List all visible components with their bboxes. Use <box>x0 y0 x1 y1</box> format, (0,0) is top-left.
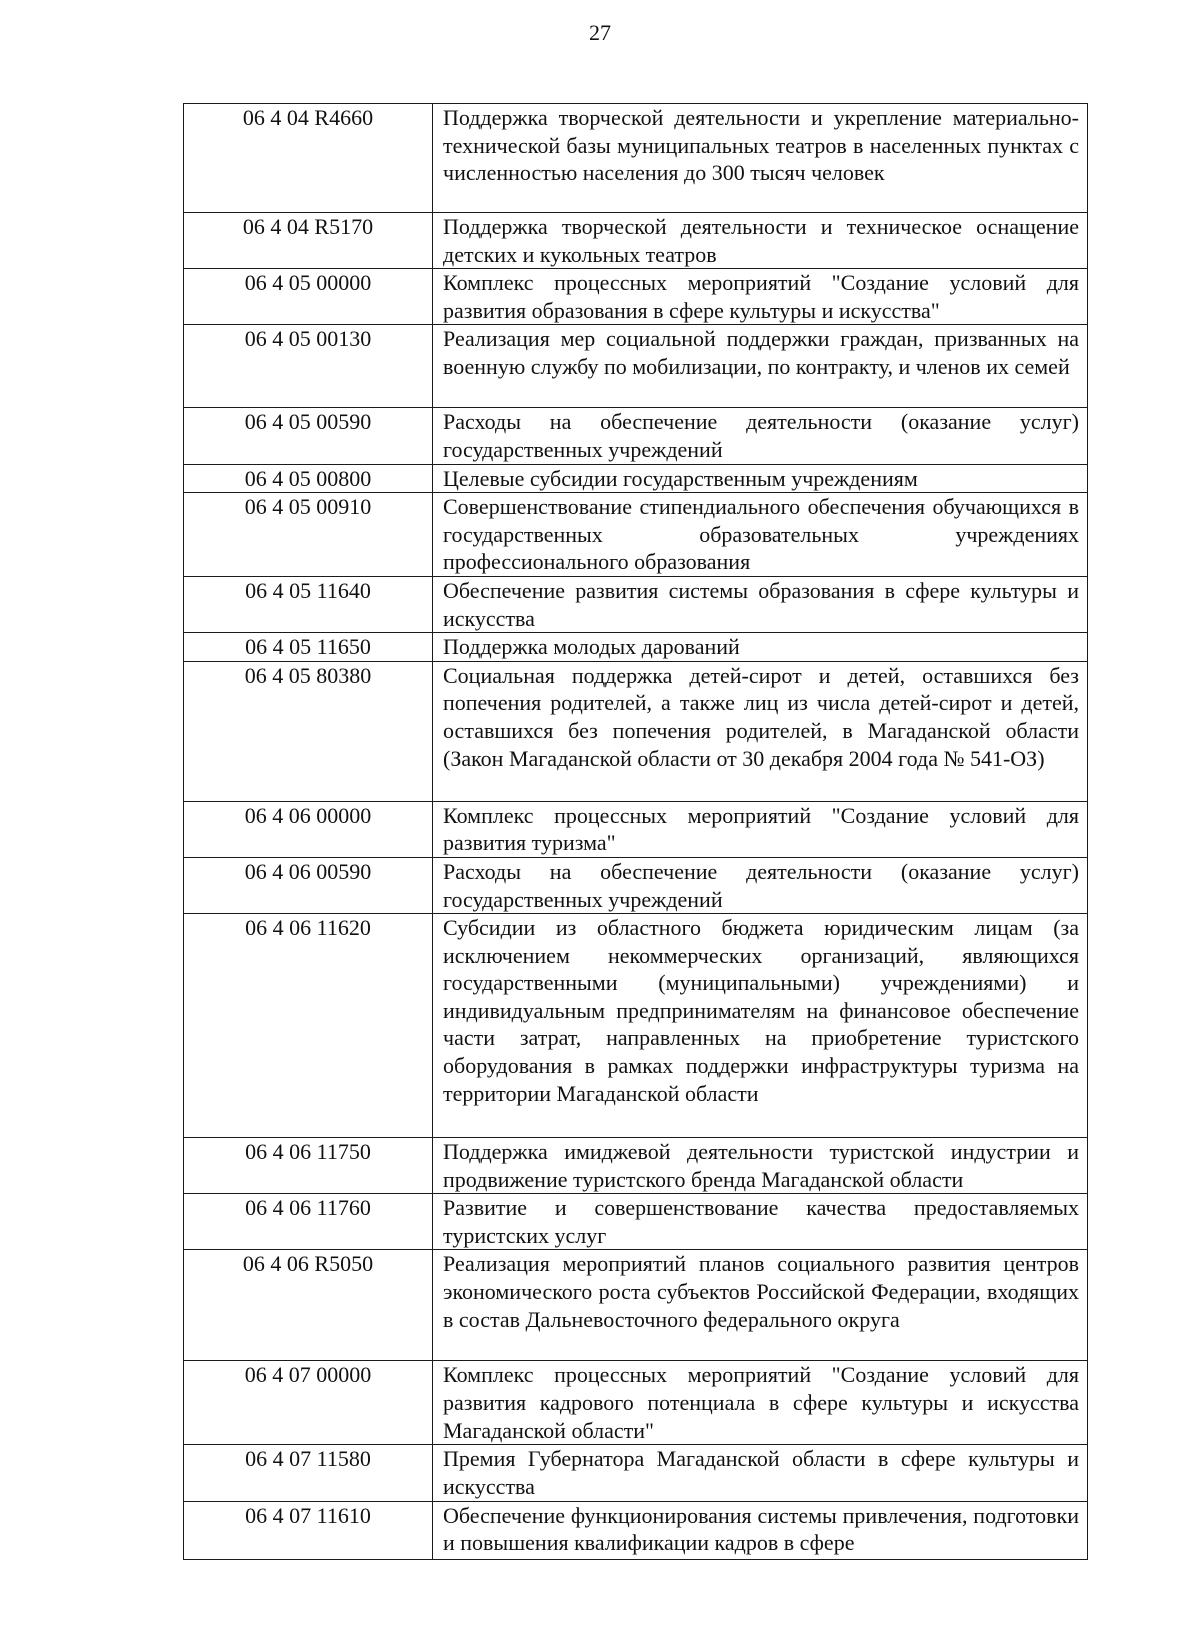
code-cell: 06 4 07 11610 <box>184 1501 433 1559</box>
table-row <box>184 857 1088 913</box>
code-cell: 06 4 05 00130 <box>184 325 433 408</box>
name-cell: Социальная поддержка детей-сирот и детей, оставшихся без попечения родителей, а также лиц из числа детей-сирот и детей, оставшихся без попечения родителей, в Магаданской области (Закон Магаданской области от 30 декабря 2004 года № 541-ОЗ) <box>433 661 1088 801</box>
table-row <box>184 1250 1088 1361</box>
name-cell: Поддержка творческой деятельности и техническое оснащение детских и кукольных театров <box>433 213 1088 269</box>
name-cell: Обеспечение функционирования системы привлечения, подготовки и повышения квалификации кадров в сфере <box>433 1501 1088 1559</box>
code-cell: 06 4 05 11650 <box>184 633 433 662</box>
name-cell: Совершенствование стипендиального обеспечения обучающихся в государственных образовательных учреждениях профессионального образования <box>433 493 1088 577</box>
name-cell: Реализация мер социальной поддержки граждан, призванных на военную службу по мобилизации, по контракту, и членов их семей <box>433 325 1088 408</box>
name-cell: Расходы на обеспечение деятельности (оказание услуг) государственных учреждений <box>433 857 1088 913</box>
code-cell: 06 4 06 11750 <box>184 1138 433 1194</box>
table-row <box>184 576 1088 632</box>
code-cell: 06 4 06 00000 <box>184 801 433 857</box>
name-cell: Обеспечение развития системы образования в сфере культуры и искусства <box>433 576 1088 632</box>
table-row <box>184 633 1088 662</box>
table-row <box>184 1445 1088 1501</box>
table-row <box>184 801 1088 857</box>
code-cell: 06 4 05 00000 <box>184 269 433 325</box>
table-row <box>184 1138 1088 1194</box>
code-cell: 06 4 07 00000 <box>184 1361 433 1445</box>
code-cell: 06 4 06 00590 <box>184 857 433 913</box>
code-cell: 06 4 04 R5170 <box>184 213 433 269</box>
name-cell: Реализация мероприятий планов социального развития центров экономического роста субъектов Российской Федерации, входящих в состав Дальневосточного федерального округа <box>433 1250 1088 1361</box>
name-cell: Поддержка творческой деятельности и укрепление материально-технической базы муниципальных театров в населенных пунктах с численностью населения до 300 тысяч человек <box>433 104 1088 213</box>
name-cell: Субсидии из областного бюджета юридическим лицам (за исключением некоммерческих организаций, являющихся государственными (муниципальными) учреждениями) и индивидуальным предпринимателям на финансовое обеспечение части затрат, направленных на приобретение туристского оборудования в рамках поддержки инфраструктуры туризма на территории Магаданской области <box>433 914 1088 1138</box>
code-cell: 06 4 05 80380 <box>184 661 433 801</box>
table-body <box>184 104 1088 1560</box>
table-row <box>184 1361 1088 1445</box>
page-number: 27 <box>589 20 611 45</box>
table-row <box>184 1501 1088 1559</box>
code-cell: 06 4 07 11580 <box>184 1445 433 1501</box>
table-row <box>184 104 1088 213</box>
table-row <box>184 408 1088 464</box>
table-row <box>184 914 1088 1138</box>
table-row <box>184 464 1088 493</box>
code-cell: 06 4 05 00910 <box>184 493 433 577</box>
table-row <box>184 661 1088 801</box>
table-row <box>184 213 1088 269</box>
table-row <box>184 269 1088 325</box>
name-cell: Комплекс процессных мероприятий "Создание условий для развития образования в сфере культуры и искусства" <box>433 269 1088 325</box>
code-cell: 06 4 06 R5050 <box>184 1250 433 1361</box>
code-cell: 06 4 06 11760 <box>184 1194 433 1250</box>
name-cell: Комплекс процессных мероприятий "Создание условий для развития туризма" <box>433 801 1088 857</box>
name-cell: Поддержка имиджевой деятельности туристской индустрии и продвижение туристского бренда Магаданской области <box>433 1138 1088 1194</box>
name-cell: Комплекс процессных мероприятий "Создание условий для развития кадрового потенциала в сфере культуры и искусства Магаданской области" <box>433 1361 1088 1445</box>
table-row <box>184 1194 1088 1250</box>
table-row <box>184 493 1088 577</box>
table-row <box>184 325 1088 408</box>
code-cell: 06 4 06 11620 <box>184 914 433 1138</box>
name-cell: Развитие и совершенствование качества предоставляемых туристских услуг <box>433 1194 1088 1250</box>
code-cell: 06 4 05 00800 <box>184 464 433 493</box>
code-cell: 06 4 05 00590 <box>184 408 433 464</box>
name-cell: Расходы на обеспечение деятельности (оказание услуг) государственных учреждений <box>433 408 1088 464</box>
name-cell: Целевые субсидии государственным учреждениям <box>433 464 1088 493</box>
code-cell: 06 4 05 11640 <box>184 576 433 632</box>
budget-codes-table <box>183 103 1088 1560</box>
name-cell: Премия Губернатора Магаданской области в сфере культуры и искусства <box>433 1445 1088 1501</box>
name-cell: Поддержка молодых дарований <box>433 633 1088 662</box>
code-cell: 06 4 04 R4660 <box>184 104 433 213</box>
